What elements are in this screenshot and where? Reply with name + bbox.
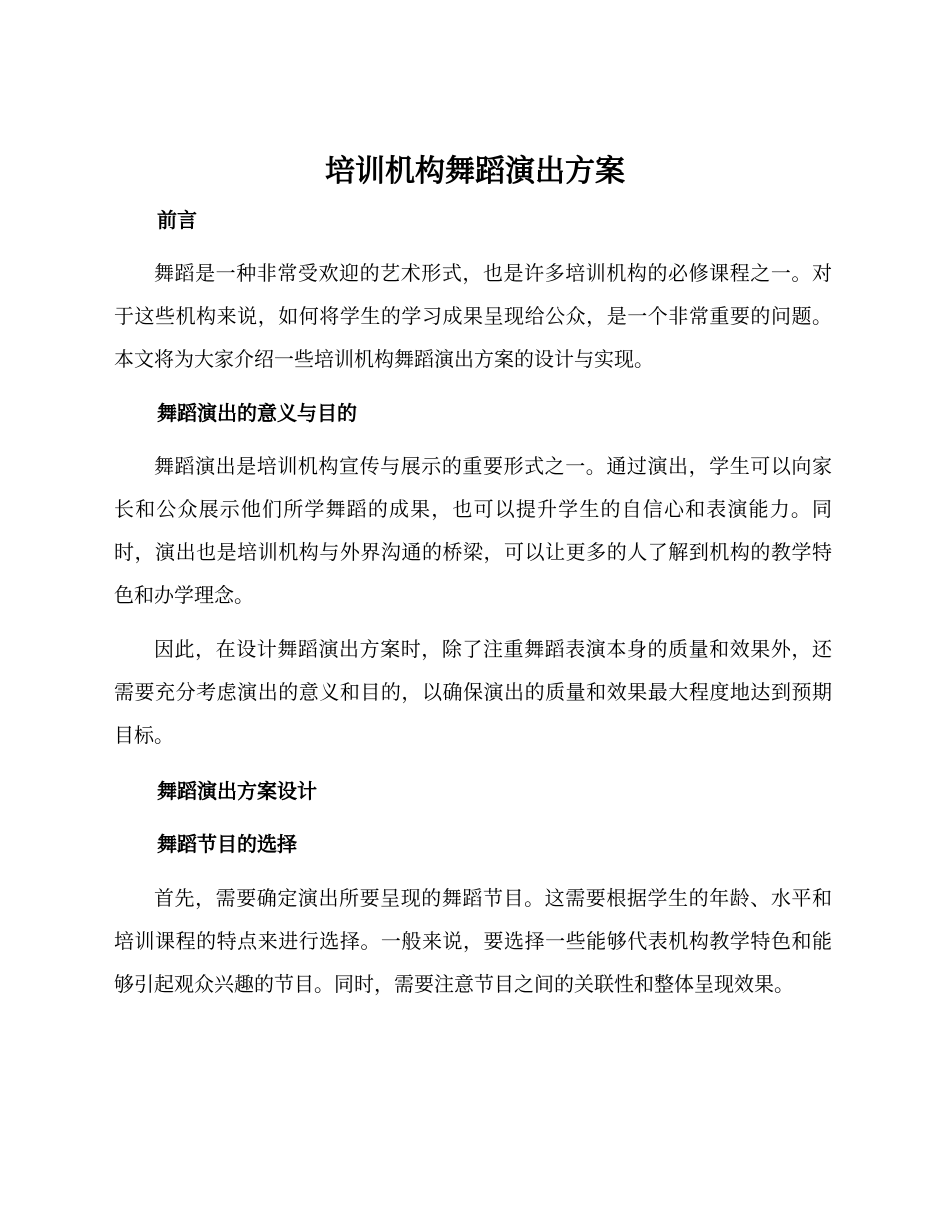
paragraph-program-selection: 首先，需要确定演出所要呈现的舞蹈节目。这需要根据学生的年龄、水平和培训课程的特点来进行选择。一般来说，要选择一些能够代表机构教学特色和能够引起观众兴趣的节目。同时，需要注意节目之间的关联性和整体呈现效果。 — [114, 886, 832, 996]
section-heading-meaning-purpose: 舞蹈演出的意义与目的 — [157, 401, 357, 425]
section-heading-program-selection: 舞蹈节目的选择 — [157, 832, 297, 856]
paragraph-meaning-2: 因此，在设计舞蹈演出方案时，除了注重舞蹈表演本身的质量和效果外，还需要充分考虑演出的意义和目的，以确保演出的质量和效果最大程度地达到预期目标。 — [114, 637, 832, 747]
paragraph-meaning-1: 舞蹈演出是培训机构宣传与展示的重要形式之一。通过演出，学生可以向家长和公众展示他们所学舞蹈的成果，也可以提升学生的自信心和表演能力。同时，演出也是培训机构与外界沟通的桥梁，可以让更多的人了解到机构的教学特色和办学理念。 — [114, 454, 832, 607]
section-heading-plan-design: 舞蹈演出方案设计 — [157, 779, 317, 803]
document-title: 培训机构舞蹈演出方案 — [325, 154, 625, 189]
section-heading-preface: 前言 — [157, 208, 197, 232]
paragraph-preface: 舞蹈是一种非常受欢迎的艺术形式，也是许多培训机构的必修课程之一。对于这些机构来说，如何将学生的学习成果呈现给公众，是一个非常重要的问题。本文将为大家介绍一些培训机构舞蹈演出方案的设计与实现。 — [114, 261, 832, 371]
